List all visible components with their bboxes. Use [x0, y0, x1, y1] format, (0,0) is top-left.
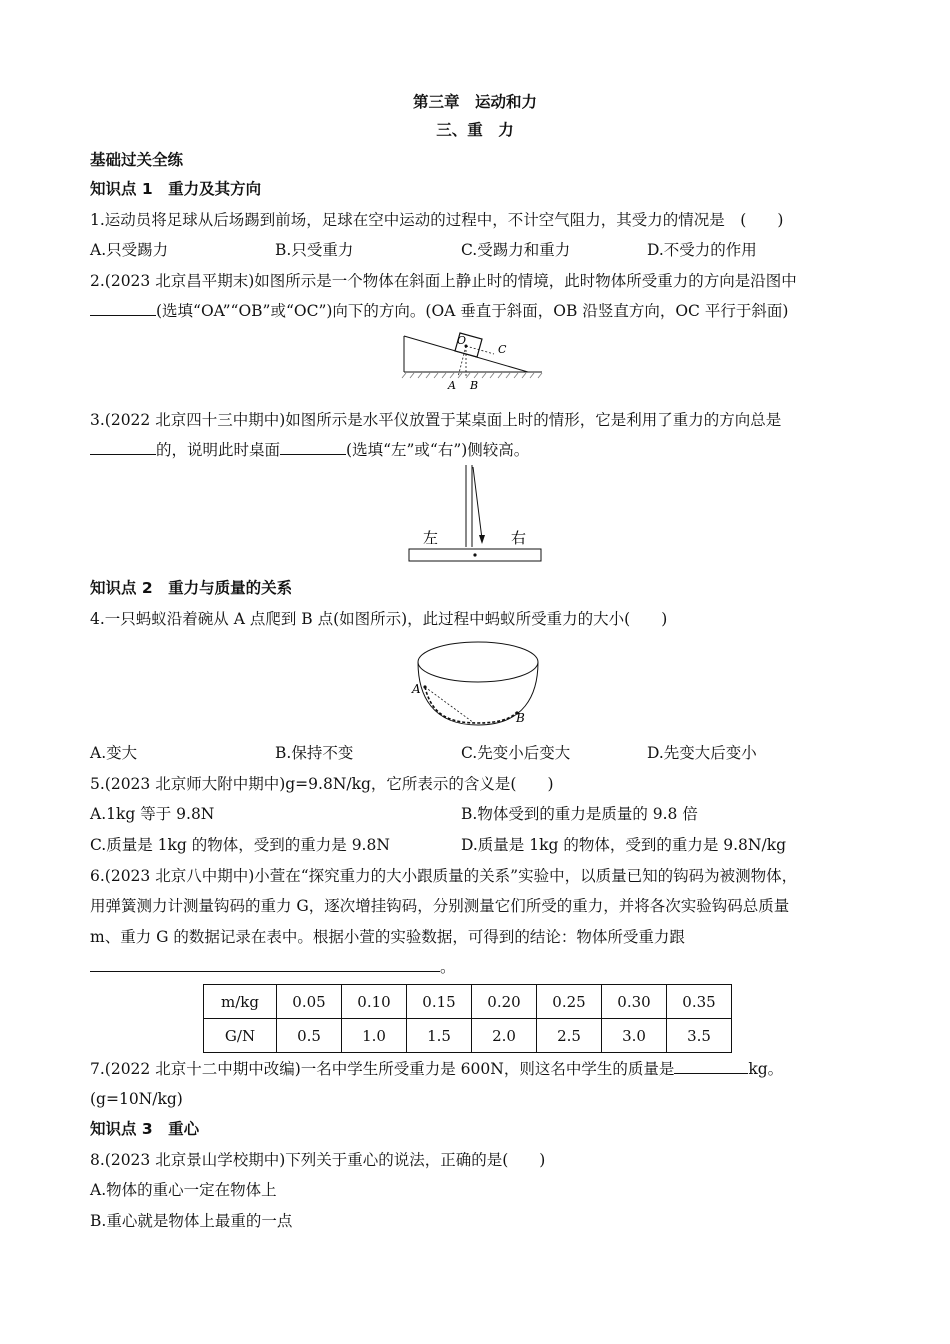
knowledge-point-2: 知识点 2 重力与质量的关系 — [90, 579, 293, 597]
table-cell: 1.0 — [342, 1019, 407, 1053]
table-cell: 2.0 — [472, 1019, 537, 1053]
q1-option-a: A.只受踢力 — [90, 241, 169, 259]
table-cell: 0.5 — [277, 1019, 342, 1053]
q8-option-a: A.物体的重心一定在物体上 — [90, 1181, 277, 1199]
q5-option-a: A.1kg 等于 9.8N — [90, 805, 215, 823]
q5-option-b: B.物体受到的重力是质量的 9.8 倍 — [461, 805, 698, 823]
label-B: B — [516, 711, 525, 725]
q3-answer-blank-1[interactable] — [90, 440, 156, 455]
question-1-stem: 1.运动员将足球从后场踢到前场，足球在空中运动的过程中，不计空气阻力，其受力的情况是 ( ) — [90, 211, 784, 229]
label-left: 左 — [423, 529, 439, 547]
q4-option-a: A.变大 — [90, 744, 138, 762]
table-cell: 0.30 — [602, 985, 667, 1019]
table-cell: 3.5 — [667, 1019, 732, 1053]
label-A: A — [448, 379, 456, 392]
question-3-line1: 3.(2022 北京四十三中期中)如图所示是水平仪放置于某桌面上时的情形，它是利用了重力的方向总是 — [90, 411, 782, 429]
question-8-stem: 8.(2023 北京景山学校期中)下列关于重心的说法，正确的是( ) — [90, 1151, 546, 1169]
label-A: A — [412, 682, 421, 696]
question-7-line2: (g=10N/kg) — [90, 1090, 183, 1108]
table-cell: G/N — [204, 1019, 277, 1053]
q1-option-c: C.受踢力和重力 — [461, 241, 571, 259]
table-cell: 0.25 — [537, 985, 602, 1019]
question-5-stem: 5.(2023 北京师大附中期中)g=9.8N/kg，它所表示的含义是( ) — [90, 775, 554, 793]
q5-option-c: C.质量是 1kg 的物体，受到的重力是 9.8N — [90, 836, 390, 854]
question-6-line3: m、重力 G 的数据记录在表中。根据小萱的实验数据，可得到的结论：物体所受重力跟 — [90, 928, 685, 946]
q4-option-d: D.先变大后变小 — [647, 744, 757, 762]
bowl-figure — [408, 637, 548, 733]
question-2-line2: (选填“OA”“OB”或“OC”)向下的方向。(OA 垂直于斜面，OB 沿竖直方向，OC 平行于斜面) — [90, 301, 788, 321]
q6-answer-blank[interactable] — [90, 957, 440, 972]
table-cell: 0.20 — [472, 985, 537, 1019]
table-cell: 3.0 — [602, 1019, 667, 1053]
chapter-title: 第三章 运动和力 — [412, 93, 537, 111]
q3-answer-blank-2[interactable] — [280, 440, 346, 455]
q5-option-d: D.质量是 1kg 的物体，受到的重力是 9.8N/kg — [461, 836, 787, 854]
question-6-line2: 用弹簧测力计测量钩码的重力 G，逐次增挂钩码，分别测量它们所受的重力，并将各次实验钩码总质量 — [90, 897, 790, 915]
question-6-line1: 6.(2023 北京八中期中)小萱在“探究重力的大小跟质量的关系”实验中，以质量已知的钩码为被测物体， — [90, 867, 798, 885]
label-B: B — [470, 379, 479, 392]
table-cell: 2.5 — [537, 1019, 602, 1053]
question-4-stem: 4.一只蚂蚁沿着碗从 A 点爬到 B 点(如图所示)，此过程中蚂蚁所受重力的大小( ) — [90, 610, 668, 628]
question-2-line1: 2.(2023 北京昌平期末)如图所示是一个物体在斜面上静止时的情境，此时物体所受重力的方向是沿图中 — [90, 272, 797, 290]
mass-weight-table — [203, 984, 732, 1053]
knowledge-point-1: 知识点 1 重力及其方向 — [90, 180, 262, 198]
level-figure — [405, 463, 545, 569]
q8-option-b: B.重心就是物体上最重的一点 — [90, 1212, 293, 1230]
label-O: O — [457, 334, 467, 347]
label-right: 右 — [511, 529, 527, 547]
table-cell: 0.05 — [277, 985, 342, 1019]
q4-option-b: B.保持不变 — [275, 744, 354, 762]
question-6-line4: 。 — [90, 957, 456, 977]
incline-figure — [400, 330, 550, 392]
table-cell: 0.10 — [342, 985, 407, 1019]
table-cell: 1.5 — [407, 1019, 472, 1053]
table-row — [204, 1019, 732, 1053]
q1-option-b: B.只受重力 — [275, 241, 354, 259]
question-3-line2: 的，说明此时桌面 (选填“左”或“右”)侧较高。 — [90, 440, 529, 460]
q2-answer-blank[interactable] — [90, 301, 156, 316]
table-cell: m/kg — [204, 985, 277, 1019]
table-cell: 0.15 — [407, 985, 472, 1019]
table-row — [204, 985, 732, 1019]
part-title: 基础过关全练 — [90, 151, 184, 169]
knowledge-point-3: 知识点 3 重心 — [90, 1120, 200, 1138]
table-cell: 0.35 — [667, 985, 732, 1019]
q4-option-c: C.先变小后变大 — [461, 744, 571, 762]
question-7-line1: 7.(2022 北京十二中期中改编)一名中学生所受重力是 600N，则这名中学生的质量是 kg。 — [90, 1060, 784, 1078]
section-title: 三、重 力 — [436, 121, 514, 139]
q1-option-d: D.不受力的作用 — [647, 241, 757, 259]
label-C: C — [498, 343, 507, 356]
q7-answer-blank[interactable] — [674, 1059, 748, 1074]
